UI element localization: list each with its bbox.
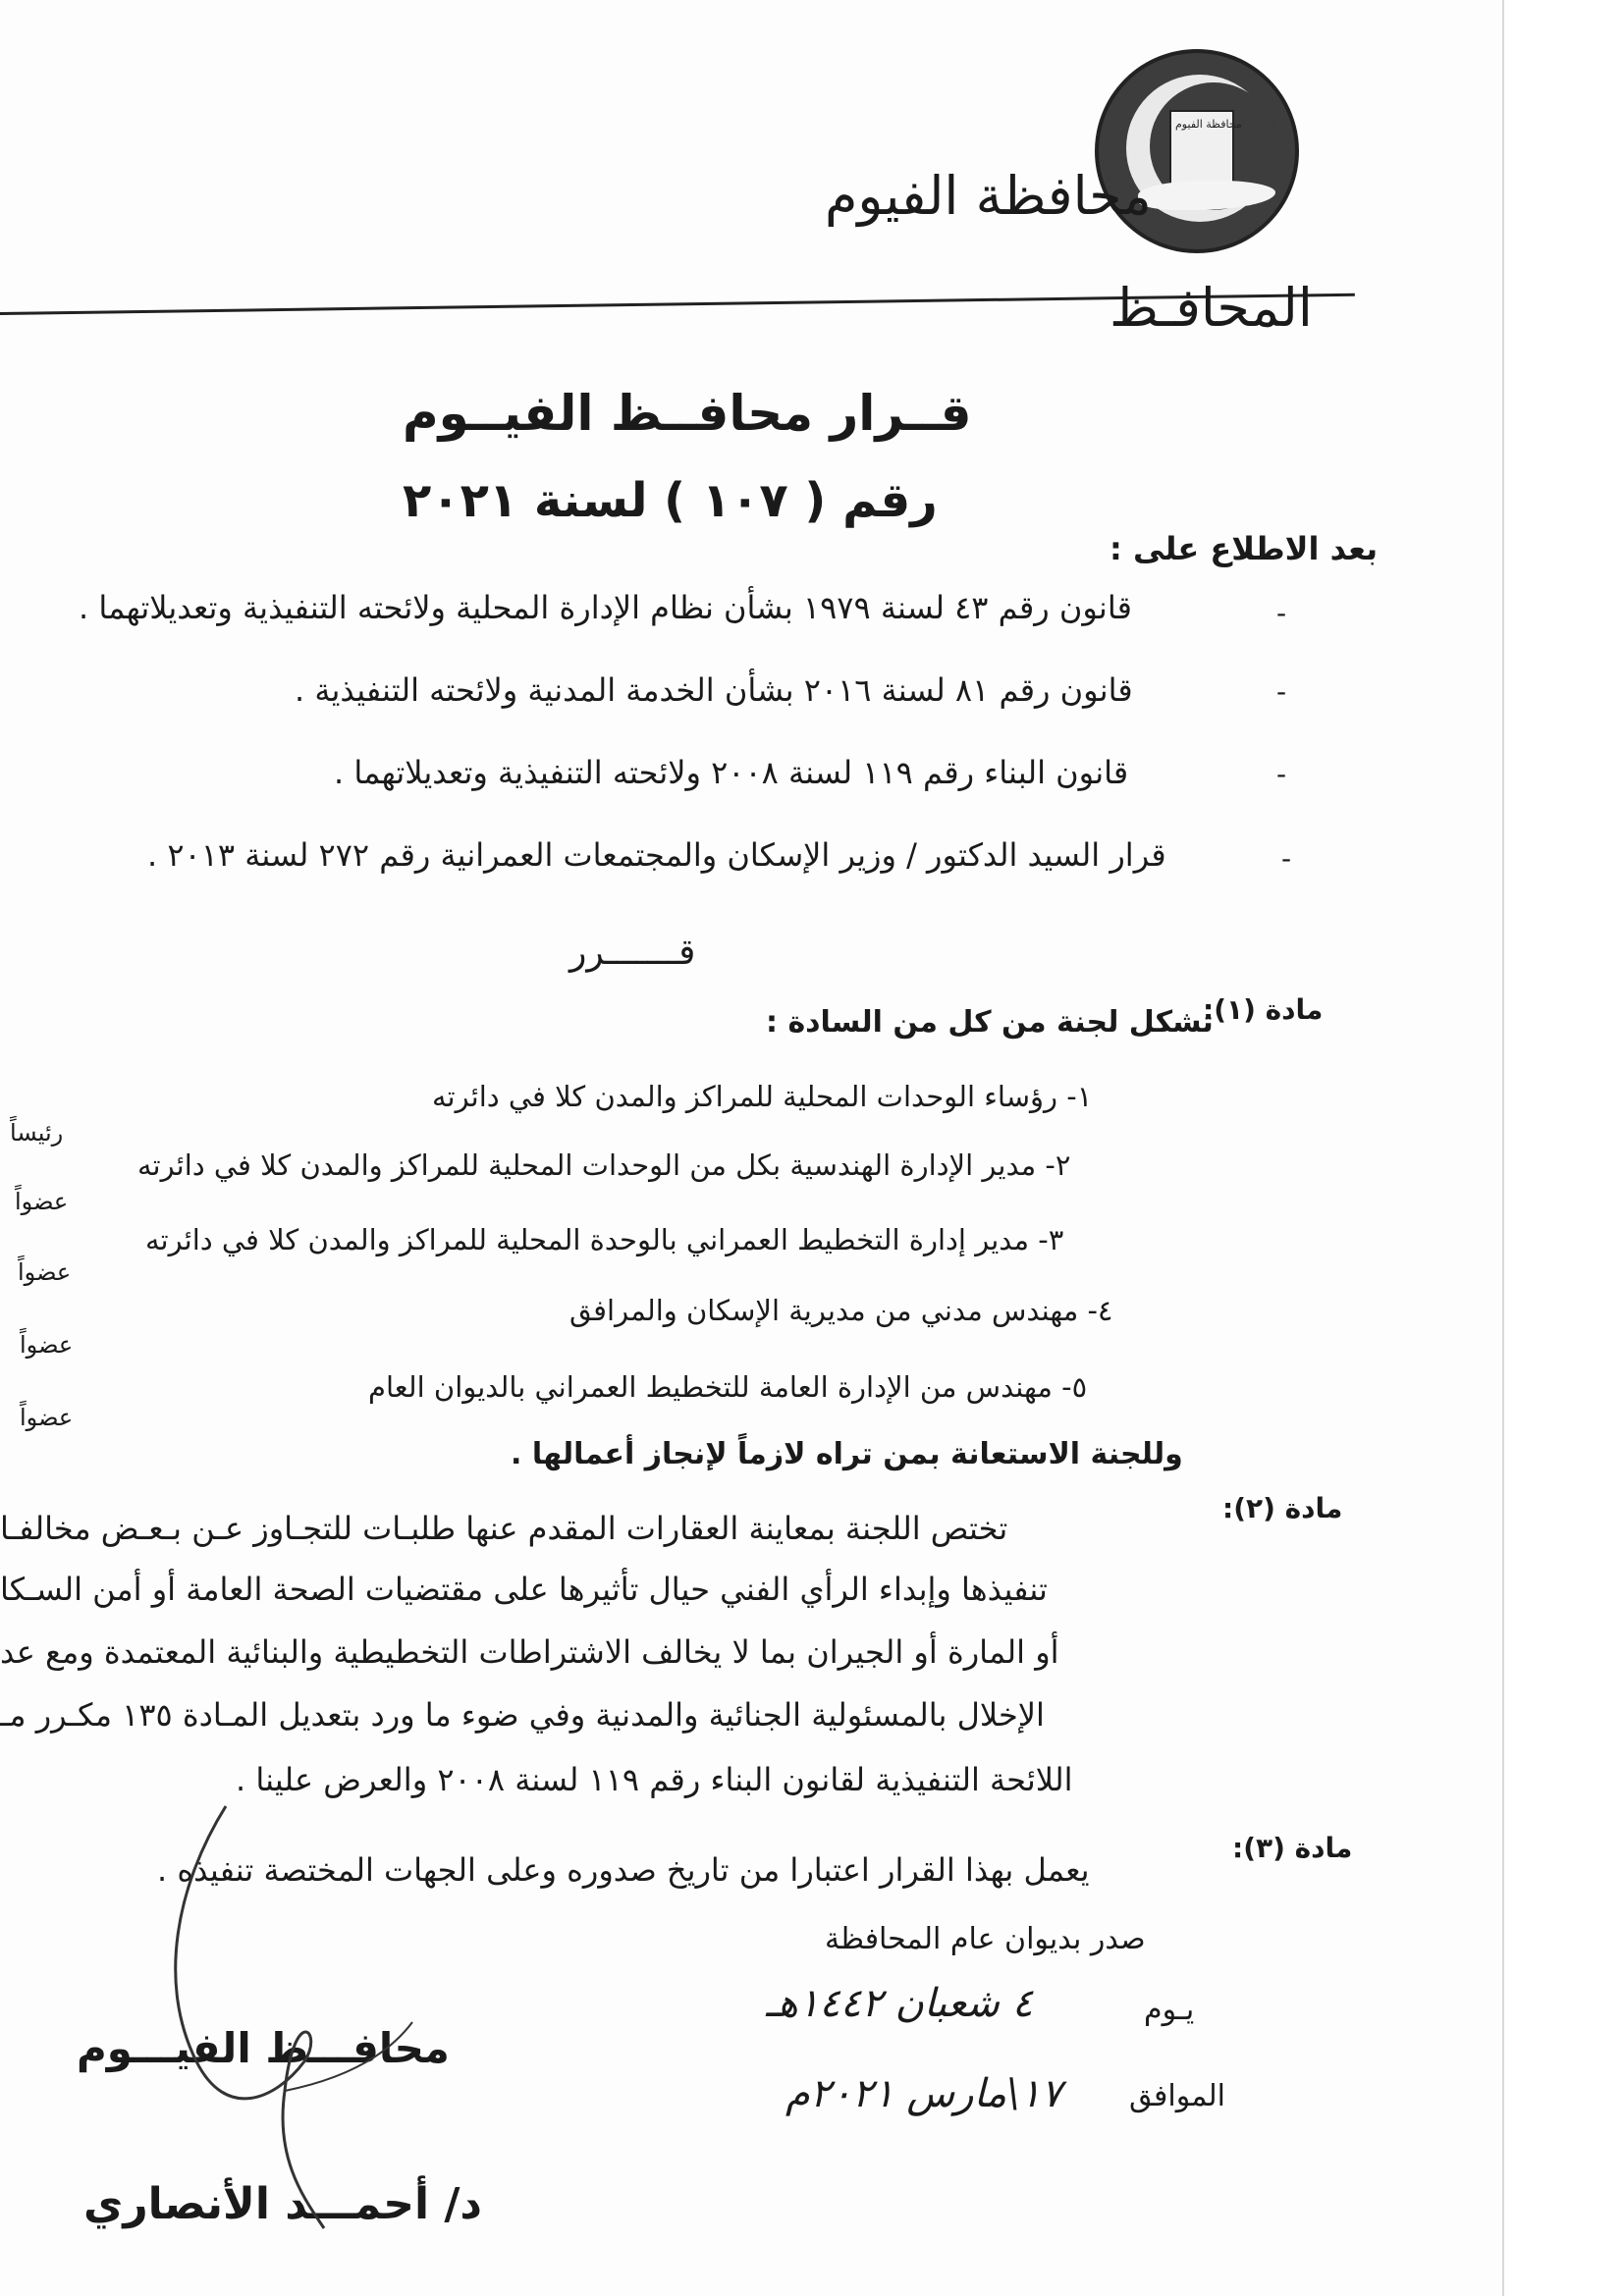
preamble-bullet: - [1281, 842, 1292, 875]
article-2-line-5: اللائحة التنفيذية لقانون البناء رقم ١١٩ لسنة ٢٠٠٨ والعرض علينا . [236, 1761, 1073, 1798]
article-2-label: مادة (٢): [1222, 1492, 1343, 1524]
decree-number: رقم ( ١٠٧ ) لسنة ٢٠٢١ [403, 473, 938, 528]
preamble-item-1: قانون رقم ٤٣ لسنة ١٩٧٩ بشأن نظام الإدارة المحلية ولائحته التنفيذية وتعديلاتهما . [79, 589, 1132, 626]
day-label: يـوم [1144, 1993, 1195, 2027]
preamble-item-2: قانون رقم ٨١ لسنة ٢٠١٦ بشأن الخدمة المدنية ولائحته التنفيذية . [295, 671, 1133, 709]
page-margin [1502, 0, 1624, 2296]
article-2-line-2: تنفيذها وإبداء الرأي الفني حيال تأثيرها على مقتضيات الصحة العامة أو أمن السـكا [0, 1571, 1048, 1608]
preamble-heading: بعد الاطلاع على : [1110, 530, 1379, 567]
article-3-label: مادة (٣): [1232, 1832, 1353, 1864]
member-line-1: ١- رؤساء الوحدات المحلية للمراكز والمدن كلا في دائرته [432, 1080, 1093, 1113]
member-line-2: ٢- مدير الإدارة الهندسية بكل من الوحدات المحلية للمراكز والمدن كلا في دائرته [137, 1148, 1071, 1182]
member-role-3: عضواً [18, 1258, 72, 1286]
preamble-bullet: - [1276, 758, 1287, 790]
decides-heading: قـــــــرر [569, 933, 696, 973]
office-name: المحافـظ [1110, 277, 1313, 339]
signatory-name: د/ أحمـــد الأنصاري [83, 2179, 483, 2229]
governorate-name: محافظة الفيوم [825, 165, 1152, 227]
article-2-line-4: الإخلال بالمسئولية الجنائية والمدنية وفي ضوء ما ورد بتعديل المـادة ١٣٥ مكـرر مـ [0, 1696, 1045, 1734]
seal-text: محافظة الفيوم [1175, 118, 1242, 131]
article-3-text: يعمل بهذا القرار اعتبارا من تاريخ صدوره وعلى الجهات المختصة تنفيذه . [157, 1851, 1090, 1889]
gregorian-date: ١٧\مارس ٢٠٢١م [785, 2071, 1062, 2116]
member-role-1: رئيساً [10, 1119, 64, 1147]
preamble-bullet: - [1276, 597, 1287, 629]
issued-at: صدر بديوان عام المحافظة [825, 1922, 1146, 1956]
article-2-line-1: تختص اللجنة بمعاينة العقارات المقدم عنها طلبـات للتجـاوز عـن بـعـض مخالفـا [0, 1510, 1008, 1547]
article-2-line-3: أو المارة أو الجيران بما لا يخالف الاشتراطات التخطيطية والبنائية المعتمدة ومع عد [0, 1633, 1059, 1671]
decree-title: قــرار محافــظ الفيــوم [403, 385, 972, 442]
article-1-extra: وللجنة الاستعانة بمن تراه لازماً لإنجاز أعمالها . [511, 1437, 1183, 1471]
member-role-2: عضواً [15, 1188, 69, 1215]
preamble-bullet: - [1276, 675, 1287, 708]
preamble-item-3: قانون البناء رقم ١١٩ لسنة ٢٠٠٨ ولائحته التنفيذية وتعديلاتهما . [334, 754, 1129, 791]
signatory-title: محافـــظ الفيـــوم [77, 2024, 450, 2072]
preamble-item-4: قرار السيد الدكتور / وزير الإسكان والمجتمعات العمرانية رقم ٢٧٢ لسنة ٢٠١٣ . [147, 836, 1166, 874]
corresponding-label: الموافق [1129, 2079, 1226, 2113]
hijri-date: ٤ شعبان ١٤٤٢هـ [766, 1981, 1034, 2026]
member-role-5: عضواً [20, 1404, 74, 1431]
member-line-4: ٤- مهندس مدني من مديرية الإسكان والمرافق [569, 1294, 1113, 1327]
member-role-4: عضواً [20, 1331, 74, 1359]
member-line-5: ٥- مهندس من الإدارة العامة للتخطيط العمراني بالديوان العام [368, 1370, 1088, 1404]
article-1-text: تشكل لجنة من كل من السادة : [766, 1005, 1214, 1040]
article-1-label: مادة (١): [1203, 993, 1324, 1026]
handwritten-signature [137, 1767, 432, 2238]
member-line-3: ٣- مدير إدارة التخطيط العمراني بالوحدة المحلية للمراكز والمدن كلا في دائرته [145, 1223, 1064, 1256]
